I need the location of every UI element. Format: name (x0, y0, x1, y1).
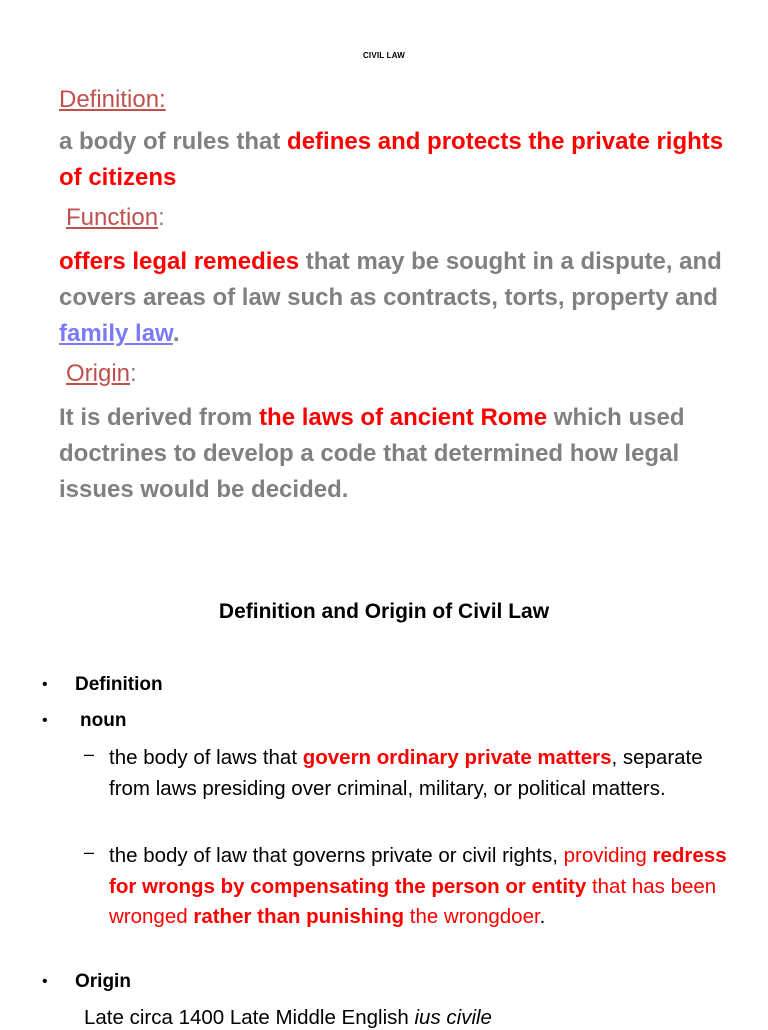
definition-heading: Definition (75, 674, 163, 695)
sense-1-part-a: the body of laws that (109, 746, 303, 769)
origin-etymology (84, 1006, 492, 1030)
sense-2-part-d: that has been wronged (109, 874, 717, 928)
origin-text-2: which used doctrines to develop a code that determined how legal issues would be decided. (59, 404, 685, 503)
origin-text-1: It is derived from (59, 404, 260, 431)
sense-2-highlight-1: redress for wrongs by compensating the person or entity (109, 844, 727, 898)
definition-label: Definition: (59, 86, 166, 113)
sense-2-end: . (539, 905, 546, 928)
noun-heading: noun (80, 710, 127, 731)
function-colon: : (158, 204, 165, 231)
sense-2-part-f: the wrongdoer (404, 905, 540, 928)
origin-label: Origin (66, 360, 131, 387)
origin-highlight: the laws of ancient Rome (259, 404, 548, 431)
origin-label-block (66, 360, 736, 388)
bullet-origin: • (42, 973, 48, 990)
definition-text (59, 124, 729, 196)
definition-label-block (59, 86, 729, 114)
section-title: Definition and Origin of Civil Law (218, 600, 550, 623)
origin-etymology-text: Late circa 1400 Late Middle English (84, 1006, 415, 1029)
page-header: CIVIL LAW (362, 51, 406, 60)
dash-sense-2: – (84, 842, 95, 862)
function-text (59, 244, 729, 352)
sense-2-part-a: the body of law that governs private or civil rights, (109, 844, 564, 867)
origin-colon: : (130, 360, 137, 387)
sense-1-highlight: govern ordinary private matters (302, 746, 612, 769)
origin-text (59, 400, 729, 508)
function-end: . (172, 320, 180, 347)
sense-2-highlight-2: rather than punishing (193, 905, 405, 928)
sense-1 (109, 743, 734, 804)
function-label: Function (66, 204, 159, 231)
bullet-noun: • (42, 712, 48, 729)
function-label-block (66, 204, 736, 232)
sense-2 (109, 841, 734, 933)
bullet-definition: • (42, 676, 48, 693)
function-highlight: offers legal remedies (59, 248, 300, 275)
dash-sense-1: – (84, 744, 95, 764)
sense-1-part-c: , separate from laws presiding over criminal, military, or political matters. (109, 746, 703, 800)
sense-2-part-b: providing (563, 844, 653, 867)
definition-intro: a body of rules that (59, 128, 288, 155)
origin-etymology-italic: ius civile (414, 1006, 492, 1029)
origin-heading: Origin (75, 971, 131, 992)
family-law-link[interactable]: family law (59, 320, 173, 347)
function-text-1: that may be sought in a dispute, and covers areas of law such as contracts, torts, property and (59, 248, 722, 311)
definition-highlight: defines and protects the private rights of citizens (59, 128, 724, 191)
